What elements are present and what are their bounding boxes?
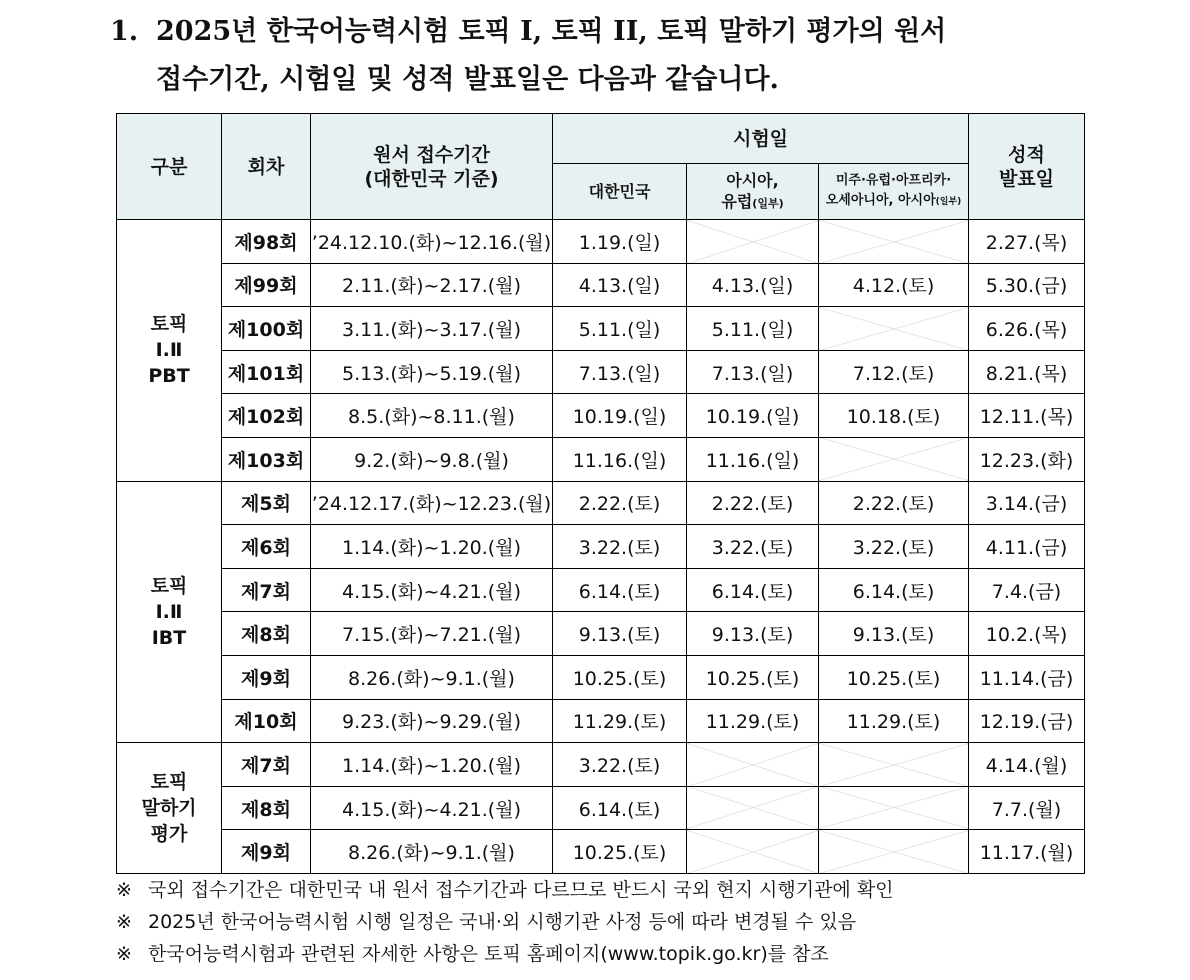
heading-line-2: 접수기간, 시험일 및 성적 발표일은 다음과 같습니다. [156, 64, 779, 95]
round-cell: 제7회 [222, 568, 311, 612]
header-results-line2: 발표일 [998, 167, 1055, 190]
table-row [117, 830, 1085, 874]
exam-date-world-cell: 6.14.(토) [819, 568, 969, 612]
header-application-line1: 원서 접수기간 [373, 143, 490, 166]
note-mark: ※ [116, 943, 132, 965]
header-application-period [311, 114, 553, 220]
table-row [117, 568, 1085, 612]
group-label-line: IBT [151, 626, 187, 649]
results-date-cell: 7.7.(월) [969, 786, 1085, 830]
exam-date-asia-cell: 7.13.(일) [687, 350, 819, 394]
table-row [117, 220, 1085, 264]
header-world [819, 164, 969, 220]
note-mark: ※ [116, 879, 132, 901]
exam-date-asia-cell [687, 830, 819, 874]
results-date-cell: 10.2.(목) [969, 612, 1085, 656]
table-row [117, 437, 1085, 481]
exam-date-world-cell: 10.25.(토) [819, 655, 969, 699]
exam-date-asia-cell: 3.22.(토) [687, 525, 819, 569]
results-date-cell: 7.4.(금) [969, 568, 1085, 612]
exam-date-asia-cell [687, 743, 819, 787]
group-label-line: Ⅰ.Ⅱ [155, 600, 183, 623]
heading-line-1 [110, 8, 1080, 56]
group-label-line: 토픽 [150, 771, 188, 794]
application-period-cell: 8.5.(화)~8.11.(월) [311, 394, 553, 438]
round-cell: 제7회 [222, 743, 311, 787]
group-label [117, 743, 222, 874]
exam-date-korea-cell: 1.19.(일) [553, 220, 687, 264]
exam-date-world-cell: 2.22.(토) [819, 481, 969, 525]
application-period-cell: 2.11.(화)~2.17.(월) [311, 263, 553, 307]
header-korea: 대한민국 [553, 164, 687, 220]
header-world-note: (일부) [935, 197, 962, 207]
exam-date-asia-cell: 11.16.(일) [687, 437, 819, 481]
header-asia-line1: 아시아, [726, 170, 779, 190]
exam-date-asia-cell: 9.13.(토) [687, 612, 819, 656]
note-item [116, 874, 1086, 906]
exam-date-korea-cell: 6.14.(토) [553, 786, 687, 830]
results-date-cell: 6.26.(목) [969, 307, 1085, 351]
results-date-cell: 12.19.(금) [969, 699, 1085, 743]
exam-date-asia-cell [687, 786, 819, 830]
table-row [117, 394, 1085, 438]
round-cell: 제101회 [222, 350, 311, 394]
exam-date-korea-cell: 10.19.(일) [553, 394, 687, 438]
application-period-cell: 1.14.(화)~1.20.(월) [311, 525, 553, 569]
exam-date-world-cell [819, 307, 969, 351]
application-period-cell: 4.15.(화)~4.21.(월) [311, 568, 553, 612]
table-row [117, 655, 1085, 699]
group-label-line: 토픽 [150, 313, 188, 336]
group-label [117, 220, 222, 482]
round-cell: 제6회 [222, 525, 311, 569]
round-cell: 제99회 [222, 263, 311, 307]
table-row [117, 786, 1085, 830]
exam-date-asia-cell: 11.29.(토) [687, 699, 819, 743]
round-cell: 제8회 [222, 786, 311, 830]
round-cell: 제5회 [222, 481, 311, 525]
exam-date-korea-cell: 11.29.(토) [553, 699, 687, 743]
application-period-cell: 8.26.(화)~9.1.(월) [311, 655, 553, 699]
round-cell: 제8회 [222, 612, 311, 656]
results-date-cell: 12.11.(목) [969, 394, 1085, 438]
exam-date-world-cell: 9.13.(토) [819, 612, 969, 656]
note-item [116, 906, 1086, 938]
application-period-cell: 1.14.(화)~1.20.(월) [311, 743, 553, 787]
table-row [117, 307, 1085, 351]
heading-number: 1. [110, 16, 139, 47]
exam-date-world-cell [819, 830, 969, 874]
exam-date-korea-cell: 10.25.(토) [553, 655, 687, 699]
exam-date-korea-cell: 6.14.(토) [553, 568, 687, 612]
results-date-cell: 2.27.(목) [969, 220, 1085, 264]
exam-date-world-cell [819, 220, 969, 264]
exam-date-world-cell: 3.22.(토) [819, 525, 969, 569]
header-category: 구분 [117, 114, 222, 220]
exam-date-world-cell: 10.18.(토) [819, 394, 969, 438]
exam-date-korea-cell: 9.13.(토) [553, 612, 687, 656]
round-cell: 제102회 [222, 394, 311, 438]
exam-date-asia-cell: 10.19.(일) [687, 394, 819, 438]
note-item [116, 938, 1086, 970]
exam-date-world-cell [819, 786, 969, 830]
exam-date-korea-cell: 3.22.(토) [553, 743, 687, 787]
exam-date-asia-cell: 5.11.(일) [687, 307, 819, 351]
exam-date-world-cell: 7.12.(토) [819, 350, 969, 394]
exam-schedule-table [116, 113, 1085, 874]
exam-date-world-cell [819, 437, 969, 481]
table-row [117, 743, 1085, 787]
note-text: 국외 접수기간은 대한민국 내 원서 접수기간과 다르므로 반드시 국외 현지 시행기관에 확인 [148, 879, 894, 901]
application-period-cell: 3.11.(화)~3.17.(월) [311, 307, 553, 351]
header-asia-europe [687, 164, 819, 220]
exam-date-korea-cell: 2.22.(토) [553, 481, 687, 525]
exam-date-world-cell: 4.12.(토) [819, 263, 969, 307]
table-row [117, 263, 1085, 307]
exam-date-asia-cell: 2.22.(토) [687, 481, 819, 525]
round-cell: 제10회 [222, 699, 311, 743]
exam-date-korea-cell: 5.11.(일) [553, 307, 687, 351]
exam-date-asia-cell: 4.13.(일) [687, 263, 819, 307]
table-row [117, 525, 1085, 569]
exam-date-asia-cell: 6.14.(토) [687, 568, 819, 612]
group-label-line: 말하기 [141, 797, 197, 820]
header-exam-date: 시험일 [553, 114, 969, 164]
note-text: 2025년 한국어능력시험 시행 일정은 국내·외 시행기관 사정 등에 따라 변경될 수 있음 [148, 911, 857, 933]
application-period-cell: 9.23.(화)~9.29.(월) [311, 699, 553, 743]
results-date-cell: 4.14.(월) [969, 743, 1085, 787]
header-results-line1: 성적 [1008, 143, 1045, 166]
header-round: 회차 [222, 114, 311, 220]
exam-date-world-cell [819, 743, 969, 787]
group-label-line: PBT [148, 365, 190, 388]
application-period-cell: ’24.12.10.(화)~12.16.(월) [311, 220, 553, 264]
exam-date-korea-cell: 4.13.(일) [553, 263, 687, 307]
header-application-line2: (대한민국 기준) [364, 167, 499, 190]
round-cell: 제100회 [222, 307, 311, 351]
exam-date-world-cell: 11.29.(토) [819, 699, 969, 743]
schedule-body [117, 220, 1085, 874]
table-row [117, 612, 1085, 656]
table-row [117, 350, 1085, 394]
results-date-cell: 11.17.(월) [969, 830, 1085, 874]
application-period-cell: 7.15.(화)~7.21.(월) [311, 612, 553, 656]
exam-date-korea-cell: 7.13.(일) [553, 350, 687, 394]
results-date-cell: 4.11.(금) [969, 525, 1085, 569]
exam-date-korea-cell: 3.22.(토) [553, 525, 687, 569]
group-label-line: 토픽 [150, 574, 188, 597]
application-period-cell: 5.13.(화)~5.19.(월) [311, 350, 553, 394]
results-date-cell: 3.14.(금) [969, 481, 1085, 525]
group-label-line: Ⅰ.Ⅱ [155, 339, 183, 362]
results-date-cell: 12.23.(화) [969, 437, 1085, 481]
round-cell: 제9회 [222, 655, 311, 699]
note-mark: ※ [116, 911, 132, 933]
application-period-cell: 9.2.(화)~9.8.(월) [311, 437, 553, 481]
exam-date-asia-cell [687, 220, 819, 264]
round-cell: 제103회 [222, 437, 311, 481]
header-asia-line2: 유럽 [721, 191, 753, 211]
header-world-line2: 오세아니아, 아시아 [825, 193, 936, 208]
round-cell: 제98회 [222, 220, 311, 264]
exam-date-korea-cell: 10.25.(토) [553, 830, 687, 874]
group-label-line: 평가 [150, 823, 188, 846]
table-row [117, 699, 1085, 743]
exam-date-asia-cell: 10.25.(토) [687, 655, 819, 699]
application-period-cell: 8.26.(화)~9.1.(월) [311, 830, 553, 874]
section-heading [110, 8, 1080, 104]
heading-line-1-text: 2025년 한국어능력시험 토픽 I, 토픽 II, 토픽 말하기 평가의 원서 [156, 16, 947, 47]
table-row [117, 481, 1085, 525]
results-date-cell: 11.14.(금) [969, 655, 1085, 699]
note-text: 한국어능력시험과 관련된 자세한 사항은 토픽 홈페이지(www.topik.go.kr)를 참조 [148, 943, 829, 965]
header-asia-note: (일부) [752, 196, 784, 210]
notes-list [116, 874, 1086, 970]
exam-date-korea-cell: 11.16.(일) [553, 437, 687, 481]
header-results-date [969, 114, 1085, 220]
round-cell: 제9회 [222, 830, 311, 874]
application-period-cell: 4.15.(화)~4.21.(월) [311, 786, 553, 830]
results-date-cell: 5.30.(금) [969, 263, 1085, 307]
application-period-cell: ’24.12.17.(화)~12.23.(월) [311, 481, 553, 525]
header-world-line1: 미주·유럽·아프리카· [835, 173, 952, 188]
group-label [117, 481, 222, 743]
results-date-cell: 8.21.(목) [969, 350, 1085, 394]
